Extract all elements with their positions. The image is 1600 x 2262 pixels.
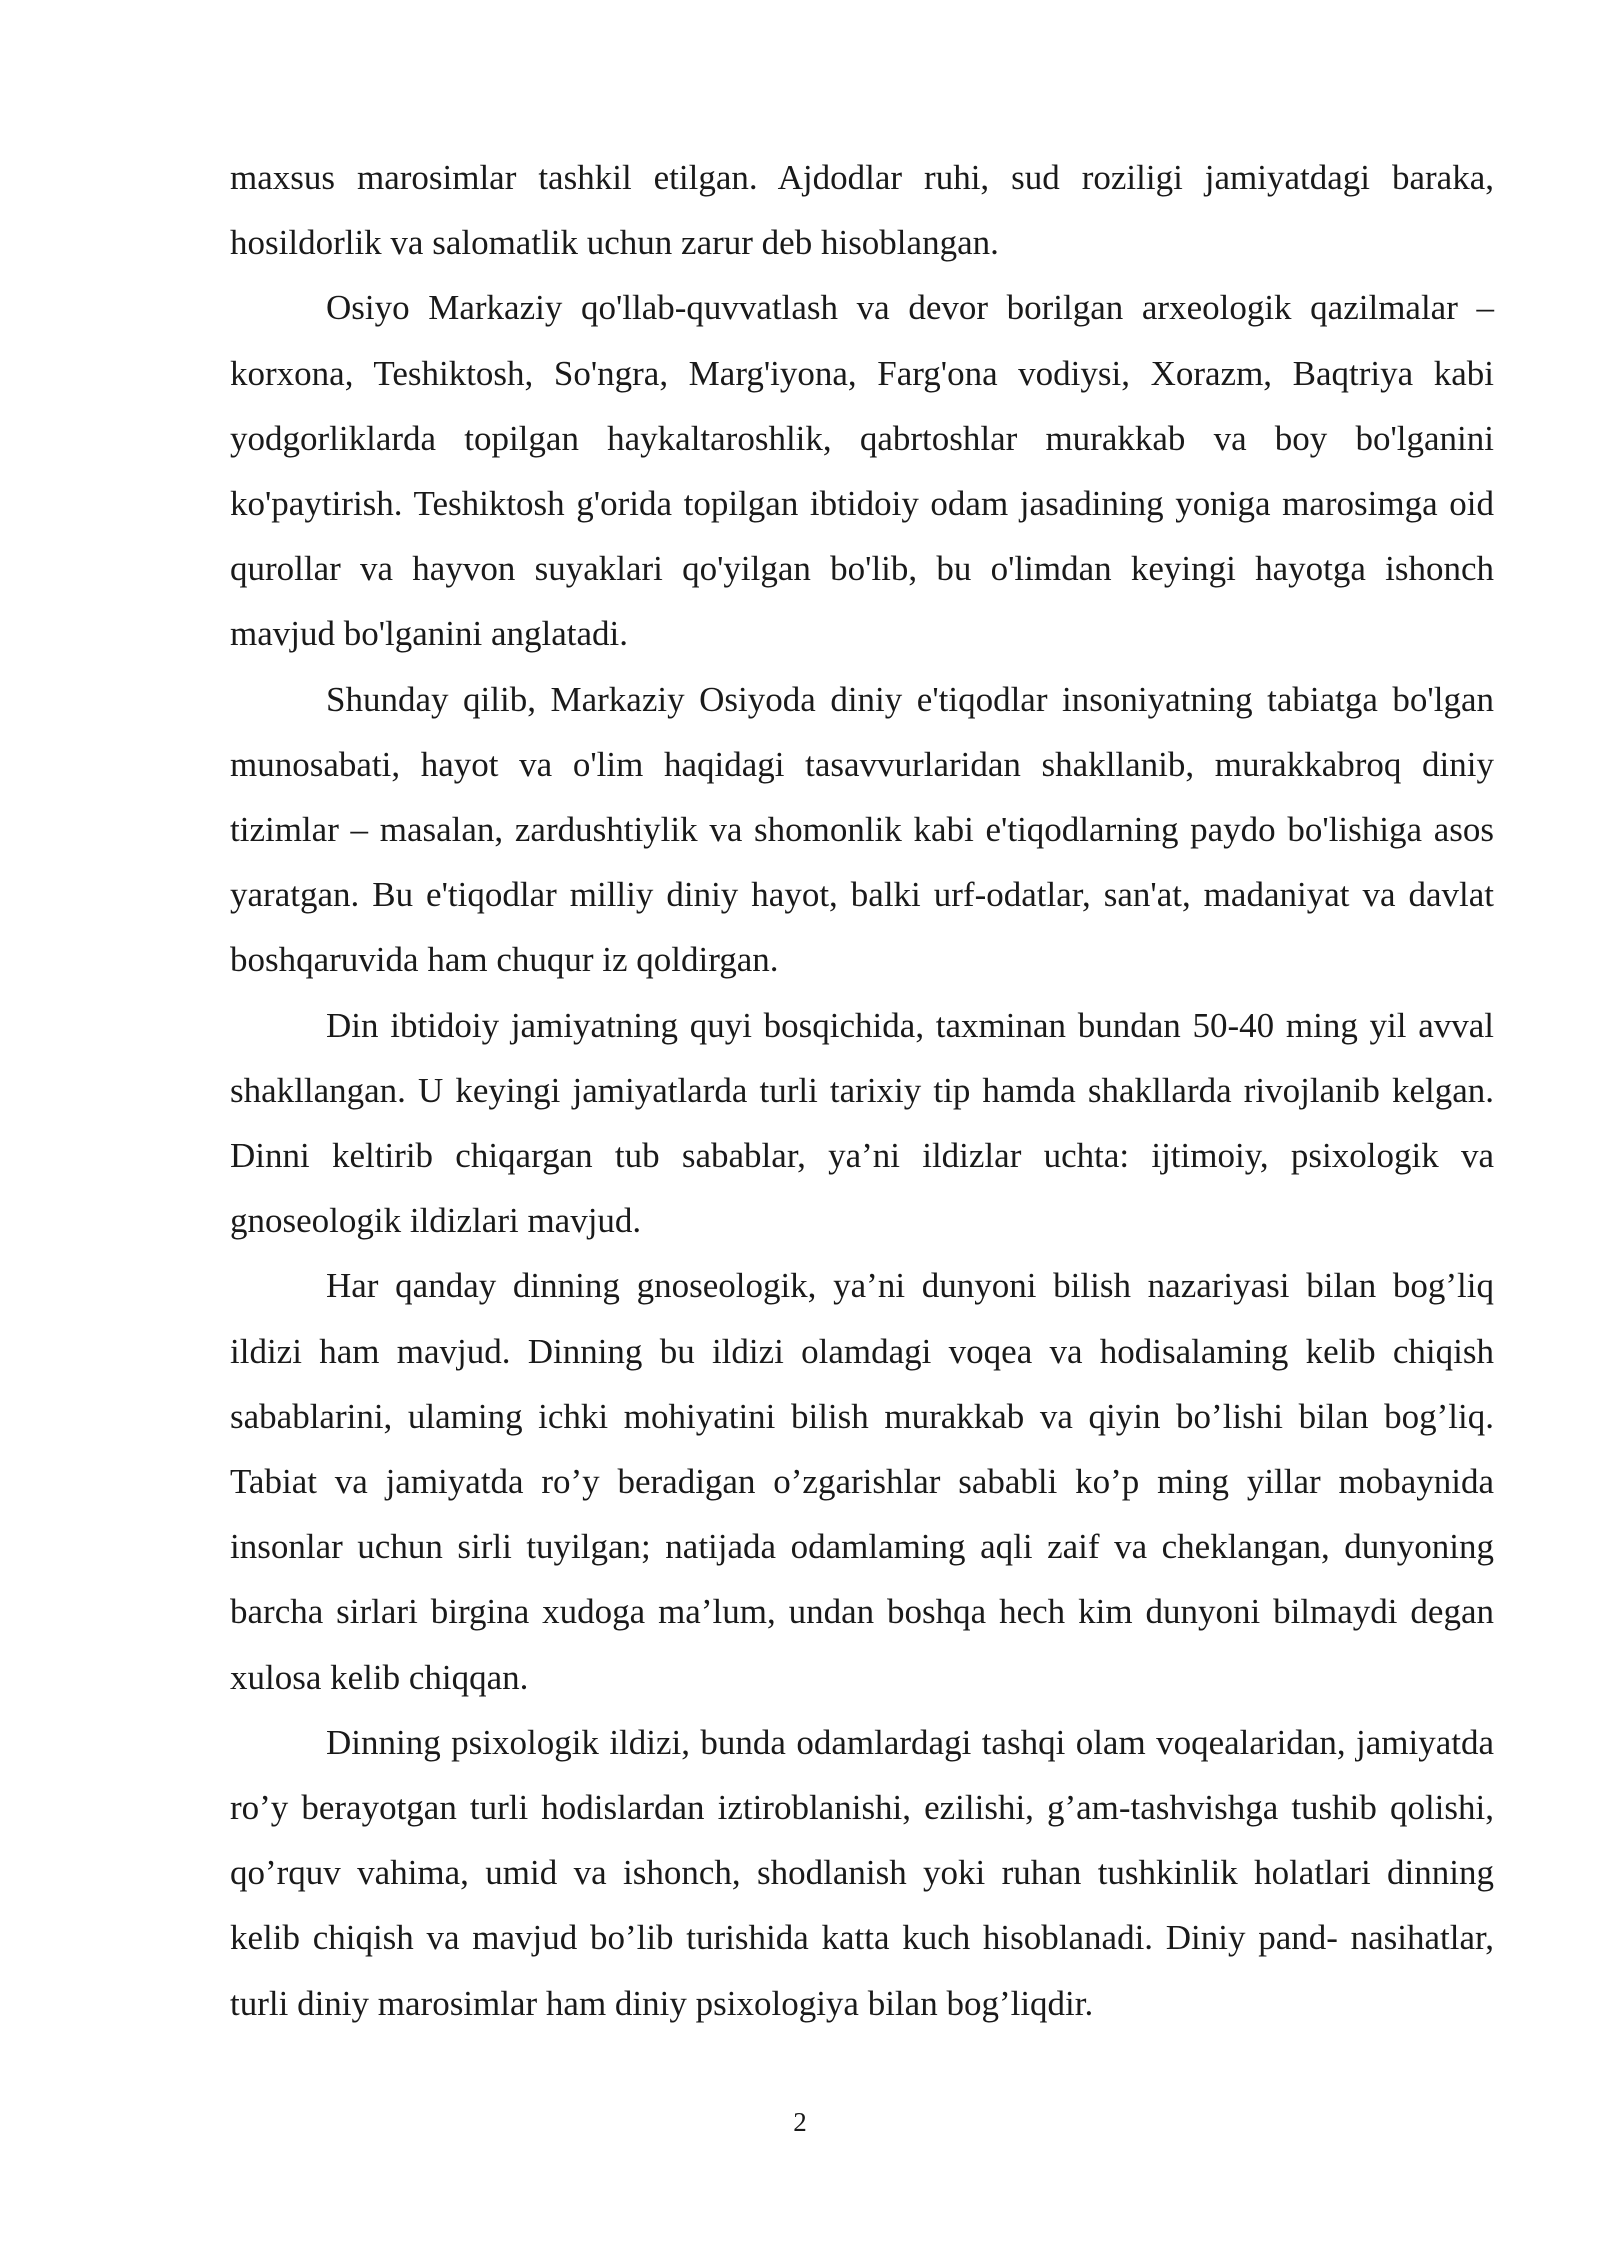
paragraph-gnoseological-root: Har qanday dinning gnoseologik, ya’ni dunyoni bilish nazariyasi bilan bog’liq ildizi ham mavjud. Dinning bu ildizi olamdagi voqea va hodisalaming kelib chiqish sabablarini, ulaming ichki mohiyatini bilish murakkab va qiyin bo’lishi bilan bog’liq. Tabiat va jamiyatda ro’y beradigan o’zgarishlar sababli ko’p ming yillar mobaynida insonlar uchun sirli tuyilgan; natijada odamlaming aqli zaif va cheklangan, dunyoning barcha sirlari birgina xudoga ma’lum, undan boshqa hech kim dunyoni bilmaydi degan xulosa kelib chiqqan. [230, 1266, 1494, 1697]
paragraph-archaeology: Osiyo Markaziy qo'llab-quvvatlash va devor borilgan arxeologik qazilmalar – korxona, Teshiktosh, So'ngra, Marg'iyona, Farg'ona vodiysi, Xorazm, Baqtriya kabi yodgorliklarda topilgan haykaltaroshlik, qabrtoshlar murakkab va boy bo'lganini ko'paytirish. Teshiktosh g'orida topilgan ibtidoiy odam jasadining yoniga marosimga oid qurollar va hayvon suyaklari qo'yilgan bo'lib, bu o'limdan keyingi hayotga ishonch mavjud bo'lganini anglatadi. [230, 288, 1494, 654]
paragraph-conclusion: Shunday qilib, Markaziy Osiyoda diniy e'tiqodlar insoniyatning tabiatga bo'lgan munosabati, hayot va o'lim haqidagi tasavvurlaridan shakllanib, murakkabroq diniy tizimlar – masalan, zardushtiylik va shomonlik kabi e'tiqodlarning paydo bo'lishiga asos yaratgan. Bu e'tiqodlar milliy diniy hayot, balki urf-odatlar, san'at, madaniyat va davlat boshqaruvida ham chuqur iz qoldirgan. [230, 679, 1494, 980]
paragraph-origin-of-religion: Din ibtidoiy jamiyatning quyi bosqichida, taxminan bundan 50-40 ming yil avval shakllangan. U keyingi jamiyatlarda turli tarixiy tip hamda shakllarda rivojlanib kelgan. Dinni keltirib chiqargan tub sabablar, ya’ni ildizlar uchta: ijtimoiy, psixologik va gnoseologik ildizlari mavjud. [230, 1005, 1494, 1241]
page-body [230, 145, 1494, 2036]
paragraph-psychological-root: Dinning psixologik ildizi, bunda odamlardagi tashqi olam voqealaridan, jamiyatda ro’y berayotgan turli hodislardan iztiroblanishi, ezilishi, g’am-tashvishga tushib qolishi, qo’rquv vahima, umid va ishonch, shodlanish yoki ruhan tushkinlik holatlari dinning kelib chiqish va mavjud bo’lib turishida katta kuch hisoblanadi. Diniy pand- nasihatlar, turli diniy marosimlar ham diniy psixologiya bilan bog’liqdir. [230, 1722, 1494, 2023]
paragraph-continuation: maxsus marosimlar tashkil etilgan. Ajdodlar ruhi, sud roziligi jamiyatdagi baraka, hosildorlik va salomatlik uchun zarur deb hisoblangan. [230, 158, 1494, 263]
page-number: 2 [793, 2107, 807, 2137]
